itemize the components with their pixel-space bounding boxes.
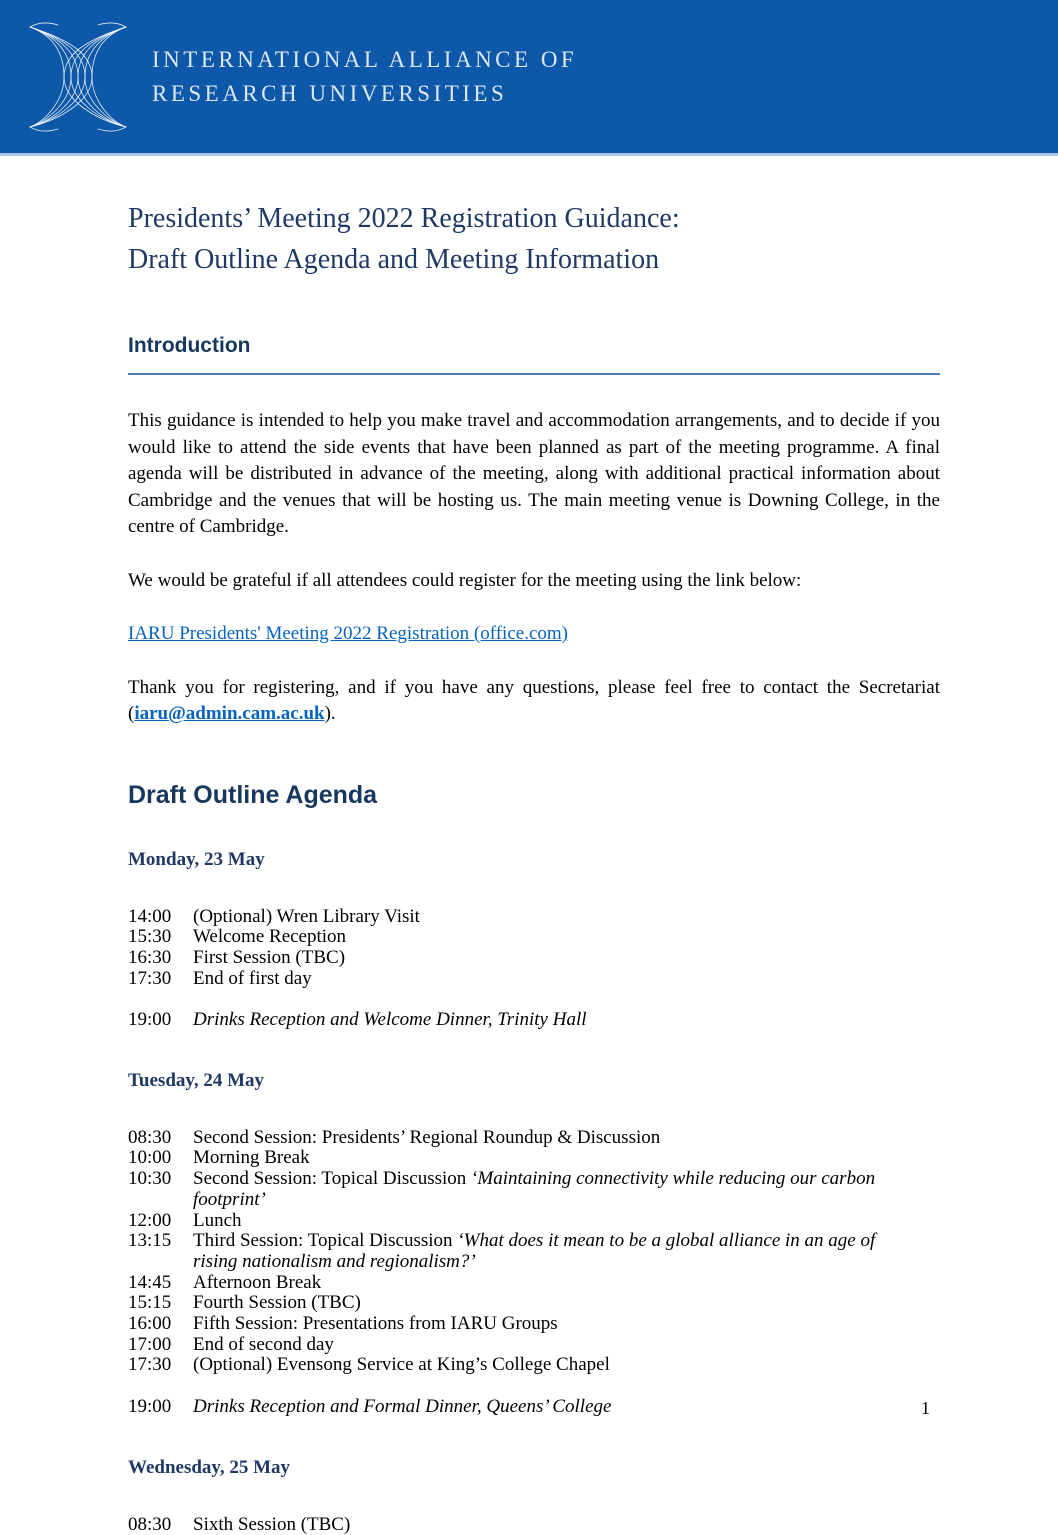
document-title-line1: Presidents’ Meeting 2022 Registration Guidance: — [128, 203, 680, 234]
agenda-description — [193, 907, 940, 928]
iaru-logo-icon — [28, 20, 128, 134]
agenda-description — [193, 948, 940, 969]
agenda-text: Afternoon Break — [193, 1272, 321, 1293]
agenda-row — [128, 1128, 940, 1149]
agenda-description — [193, 1231, 940, 1272]
agenda-time: 15:30 — [128, 927, 193, 948]
agenda-description — [193, 1169, 940, 1210]
agenda-time: 10:00 — [128, 1148, 193, 1169]
agenda-time: 17:30 — [128, 969, 193, 990]
agenda-emphasis-text: ‘What does it mean to be a global alliance in an age of rising nationalism and regionalism?’ — [193, 1230, 875, 1272]
thanks-text-before: Thank you for registering, and if you have any questions, please feel free to contact the Secretariat ( — [128, 677, 940, 725]
agenda-row — [128, 1397, 940, 1418]
agenda-day — [128, 849, 940, 1031]
agenda-list — [128, 849, 940, 1535]
section-heading-introduction: Introduction — [128, 334, 940, 375]
agenda-text: End of first day — [193, 968, 312, 989]
agenda-emphasis-text: ‘Maintaining connectivity while reducing our carbon footprint’ — [193, 1168, 875, 1210]
agenda-day — [128, 1457, 940, 1535]
agenda-time: 17:30 — [128, 1355, 193, 1376]
agenda-description — [193, 1211, 940, 1232]
agenda-day-label: Monday, 23 May — [128, 849, 940, 871]
agenda-emphasis-text: Drinks Reception and Welcome Dinner, Trinity Hall — [193, 1009, 587, 1030]
registration-link-paragraph — [128, 621, 940, 648]
agenda-text: First Session (TBC) — [193, 947, 345, 968]
agenda-description — [193, 1293, 940, 1314]
agenda-time: 19:00 — [128, 1397, 193, 1418]
agenda-row — [128, 1273, 940, 1294]
intro-paragraph-travel: This guidance is intended to help you make travel and accommodation arrangements, and to decide if you would like to attend the side events that have been planned as part of the meeting programme. A final agenda will be distributed in advance of the meeting, along with additional practical information about Cambridge and the venues that will be hosting us. The main meeting venue is Downing College, in the centre of Cambridge. — [128, 408, 940, 541]
intro-paragraph-thanks — [128, 675, 940, 728]
agenda-text: Fourth Session (TBC) — [193, 1292, 361, 1313]
email-link[interactable]: iaru@admin.cam.ac.uk — [134, 703, 324, 724]
agenda-row — [128, 1010, 940, 1031]
agenda-time: 17:00 — [128, 1335, 193, 1356]
agenda-time: 14:00 — [128, 907, 193, 928]
agenda-time: 08:30 — [128, 1128, 193, 1149]
agenda-description — [193, 1128, 940, 1149]
agenda-row — [128, 1148, 940, 1169]
agenda-row — [128, 1335, 940, 1356]
thanks-text-after: ). — [325, 703, 336, 724]
agenda-text: Second Session: Topical Discussion — [193, 1168, 471, 1189]
agenda-row — [128, 948, 940, 969]
agenda-text: Second Session: Presidents’ Regional Roundup & Discussion — [193, 1127, 660, 1148]
agenda-row — [128, 1211, 940, 1232]
document-body — [0, 198, 1058, 1535]
agenda-emphasis-text: Drinks Reception and Formal Dinner, Queens’ College — [193, 1396, 611, 1417]
org-name-line1: INTERNATIONAL ALLIANCE OF — [152, 43, 577, 77]
section-heading-agenda: Draft Outline Agenda — [128, 781, 940, 810]
agenda-text: (Optional) Evensong Service at King’s College Chapel — [193, 1354, 610, 1375]
agenda-time: 12:00 — [128, 1211, 193, 1232]
agenda-description — [193, 1397, 940, 1418]
agenda-description — [193, 1010, 940, 1031]
agenda-description — [193, 1515, 940, 1535]
page-number: 1 — [921, 1398, 930, 1419]
agenda-description — [193, 1148, 940, 1169]
agenda-time: 08:30 — [128, 1515, 193, 1535]
agenda-row — [128, 1293, 940, 1314]
agenda-description — [193, 1335, 940, 1356]
organization-name — [152, 43, 577, 111]
agenda-description — [193, 1314, 940, 1335]
agenda-row — [128, 1355, 940, 1376]
agenda-day — [128, 1070, 940, 1418]
agenda-time: 16:30 — [128, 948, 193, 969]
agenda-description — [193, 1273, 940, 1294]
agenda-description — [193, 927, 940, 948]
agenda-time: 13:15 — [128, 1231, 193, 1272]
agenda-row — [128, 1314, 940, 1335]
agenda-time: 10:30 — [128, 1169, 193, 1210]
agenda-description — [193, 1355, 940, 1376]
agenda-description — [193, 969, 940, 990]
agenda-text: Sixth Session (TBC) — [193, 1514, 350, 1535]
agenda-text: Fifth Session: Presentations from IARU Groups — [193, 1313, 558, 1334]
agenda-time: 15:15 — [128, 1293, 193, 1314]
agenda-time: 19:00 — [128, 1010, 193, 1031]
agenda-row — [128, 1515, 940, 1535]
agenda-time: 16:00 — [128, 1314, 193, 1335]
agenda-text: Welcome Reception — [193, 926, 346, 947]
agenda-text: Morning Break — [193, 1147, 310, 1168]
header-banner — [0, 0, 1058, 156]
agenda-row — [128, 927, 940, 948]
agenda-text: (Optional) Wren Library Visit — [193, 906, 420, 927]
document-title — [128, 198, 940, 280]
agenda-row — [128, 1231, 940, 1272]
agenda-text: Third Session: Topical Discussion — [193, 1230, 457, 1251]
agenda-row — [128, 907, 940, 928]
agenda-day-label: Wednesday, 25 May — [128, 1457, 940, 1479]
agenda-row — [128, 1169, 940, 1210]
intro-paragraph-register: We would be grateful if all attendees could register for the meeting using the link below: — [128, 568, 940, 595]
agenda-row — [128, 969, 940, 990]
registration-link[interactable]: IARU Presidents' Meeting 2022 Registration (office.com) — [128, 623, 568, 644]
agenda-day-label: Tuesday, 24 May — [128, 1070, 940, 1092]
agenda-time: 14:45 — [128, 1273, 193, 1294]
agenda-text: Lunch — [193, 1210, 242, 1231]
document-title-line2: Draft Outline Agenda and Meeting Information — [128, 244, 659, 275]
org-name-line2: RESEARCH UNIVERSITIES — [152, 77, 577, 111]
agenda-text: End of second day — [193, 1334, 334, 1355]
